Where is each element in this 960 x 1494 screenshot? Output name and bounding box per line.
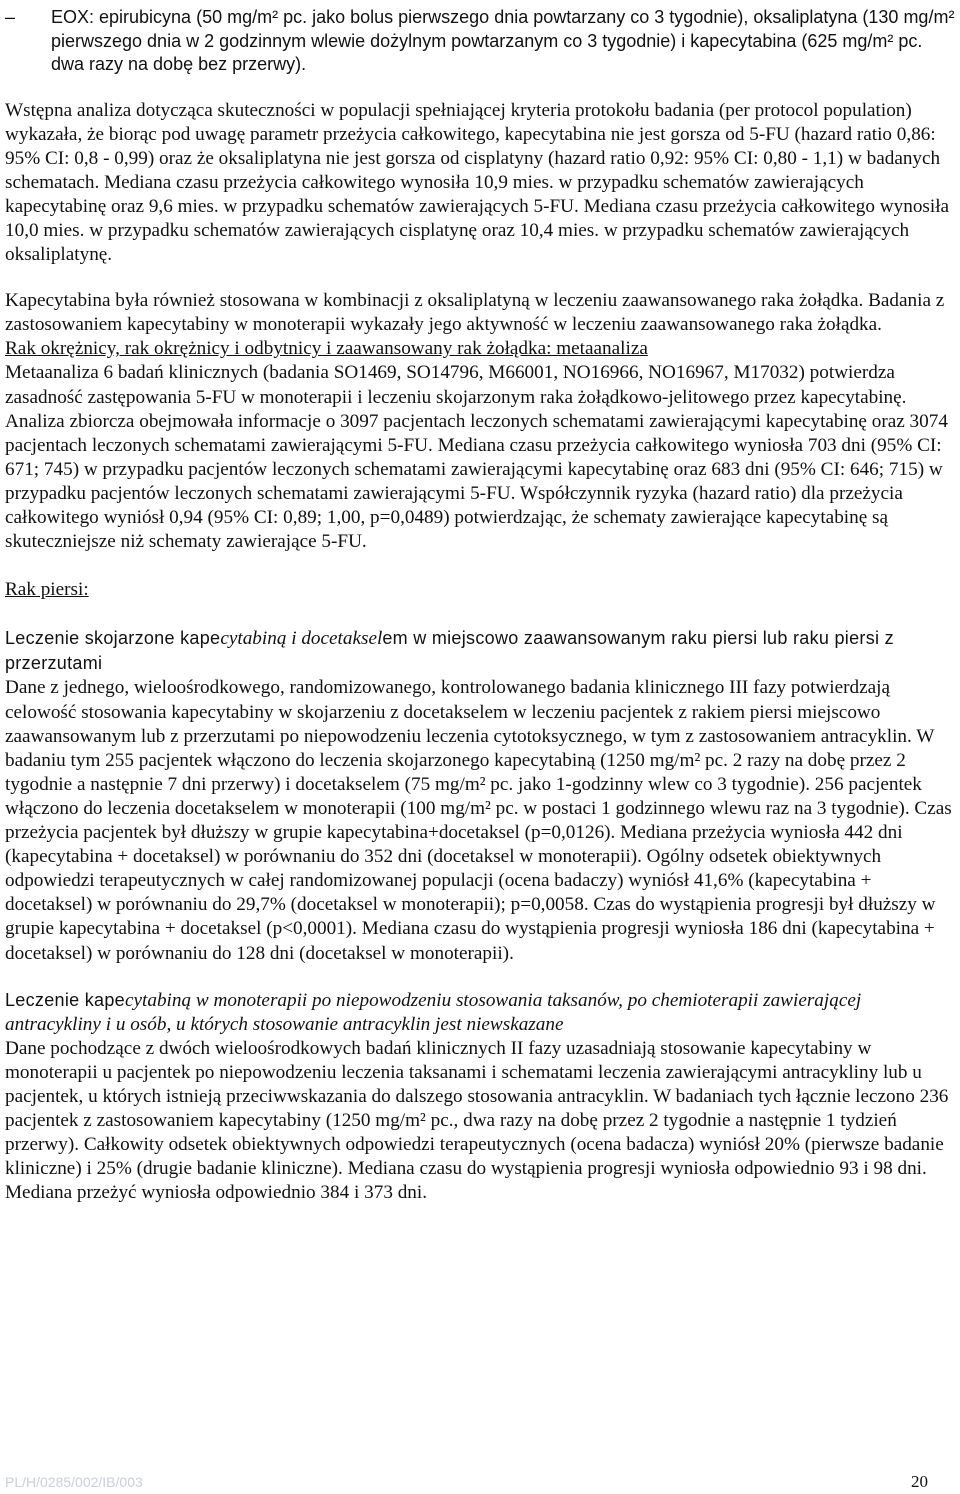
- breast-cancer-heading: Rak piersi:: [5, 579, 89, 601]
- gastric-paragraph: Kapecytabina była również stosowana w kombinacji z oksaliplatyną w leczeniu zaawansowanego raka żołądka. Badania z zastosowaniem kapecytabiny w monoterapii wykazały jego aktywność w leczeniu zaawansowanego raka żołądka.: [5, 290, 945, 336]
- combo-text: Dane z jednego, wieloośrodkowego, randomizowanego, kontrolowanego badania klinicznego III fazy potwierdzają celowość stosowania kapecytabiny w skojarzeniu z docetakselem w leczeniu pacjentek z rakiem piersi miejscowo zaawansowanym lub z przerzutami po niepowodzeniu leczenia cytotoksycznego, w tym z zastosowaniem antracyklin. W badaniu tym 255 pacjentek włączono do leczenia skojarzonego kapecytabiną (1250 mg/m² pc. 2 razy na dobę przez 2 tygodnie a następnie 7 dni przerwy) i docetakselem (75 mg/m² pc. jako 1-godzinny wlew co 3 tygodnie). 256 pacjentek włączono do leczenia docetakselem w monoterapii (100 mg/m² pc. w postaci 1 godzinnego wlewu raz na 3 tygodnie). Czas przeżycia pacjentek był dłuższy w grupie kapecytabina+docetaksel (p=0,0126). Mediana przeżycia wyniosła 442 dni (kapecytabina + docetaksel) w porównaniu do 352 dni (docetaksel w monoterapii). Ogólny odsetek obiektywnych odpowiedzi terapeutycznych w całej randomizowanej populacji (ocena badaczy) wyniósł 41,6% (kapecytabina + docetaksel) w porównaniu do 29,7% (docetaksel w monoterapii); p=0,0058. Czas do wystąpienia progresji był dłuższy w grupie kapecytabina + docetaksel (p<0,0001). Mediana czasu do wystąpienia progresji wyniosła 186 dni (kapecytabina + docetaksel) w porównaniu do 128 dni (docetaksel w monoterapii).: [5, 677, 952, 964]
- combo-heading-part-2: cytabiną i docetaksel: [220, 628, 383, 650]
- combo-heading: [5, 626, 955, 676]
- meta-analysis-text: Metaanaliza 6 badań klinicznych (badania SO1469, SO14796, M66001, NO16966, NO16967, M17032) potwierdza zasadność zastępowania 5-FU w monoterapii i leczeniu skojarzonym raka żołądkowo-jelitowego przez kapecytabinę. Analiza zbiorcza obejmowała informacje o 3097 pacjentach leczonych schematami zawierającymi kapecytabinę oraz 3074 pacjentach leczonych schematami zawierającymi 5-FU. Mediana czasu przeżycia całkowitego wyniosła 703 dni (95% CI: 671; 745) w przypadku pacjentów leczonych schematami zawierającymi kapecytabinę oraz 683 dni (95% CI: 646; 715) w przypadku pacjentów leczonych schematami zawierającymi 5-FU. Współczynnik ryzyka (hazard ratio) dla przeżycia całkowitego wyniósł 0,94 (95% CI: 0,89; 1,00, p=0,0489) potwierdzając, że schematy zawierające kapecytabinę są skuteczniejsze niż schematy zawierające 5-FU.: [5, 362, 948, 553]
- combo-heading-part-3: em w miejscowo zaawansowanym raku piersi lub raku piersi z przerzutami: [5, 628, 894, 674]
- combo-heading-part-1: Leczenie skojarzone kape: [5, 628, 221, 649]
- meta-analysis-heading: Rak okrężnicy, rak okrężnicy i odbytnicy i zaawansowany rak żołądka: metaanaliza: [5, 338, 648, 360]
- mono-heading-part-2: cytabiną w monoterapii po niepowodzeniu stosowania taksanów, po chemioterapii zawierającej antracykliny i u osób, u których stosowanie antracyklin jest niewskazane: [5, 989, 862, 1035]
- regimen-bullet: [5, 6, 955, 77]
- regimen-text: EOX: epirubicyna (50 mg/m² pc. jako bolus pierwszego dnia powtarzany co 3 tygodnie), oksaliplatyna (130 mg/m² pierwszego dnia w 2 godzinnym wlewie dożylnym powtarzanym co 3 tygodnie) i kapecytabina (625 mg/m² pc. dwa razy na dobę bez przerwy).: [51, 7, 955, 74]
- page-footer: [5, 1470, 955, 1494]
- document-page: [5, 0, 955, 1205]
- bullet-dash: –: [5, 7, 16, 27]
- efficacy-paragraph: Wstępna analiza dotycząca skuteczności w populacji spełniającej kryteria protokołu badania (per protocol population) wykazała, że biorąc pod uwagę parametr przeżycia całkowitego, kapecytabina nie jest gorsza od 5-FU (hazard ratio 0,86: 95% CI: 0,8 - 0,99) oraz że oksaliplatyna nie jest gorsza od cisplatyny (hazard ratio 0,92: 95% CI: 0,80 - 1,1) w badanych schematach. Mediana czasu przeżycia całkowitego wynosiła 10,9 mies. w przypadku schematów zawierających kapecytabinę oraz 9,6 mies. w przypadku schematów zawierających 5-FU. Mediana czasu przeżycia całkowitego wynosiła 10,0 mies. w przypadku schematów zawierających cisplatynę oraz 10,4 mies. w przypadku schematów zawierających oksaliplatynę.: [5, 99, 950, 266]
- mono-heading: [5, 988, 955, 1037]
- page-number: 20: [911, 1472, 928, 1491]
- mono-text: Dane pochodzące z dwóch wieloośrodkowych badań klinicznych II fazy uzasadniają stosowanie kapecytabiny w monoterapii u pacjentek po niepowodzeniu leczenia taksanami i schematami leczenia zawierającymi antracykliny lub u pacjentek, u których istnieją przeciwwskazania do dalszego stosowania antracyklin. W badaniach tych łącznie leczono 236 pacjentek z zastosowaniem kapecytabiny (1250 mg/m² pc., dwa razy na dobę przez 2 tygodnie a następnie 1 tydzień przerwy). Całkowity odsetek obiektywnych odpowiedzi terapeutycznych (ocena badacza) wyniósł 20% (pierwsze badanie kliniczne) i 25% (drugie badanie kliniczne). Mediana czasu do wystąpienia progresji wyniosła odpowiednio 93 i 98 dni. Mediana przeżyć wyniosła odpowiednio 384 i 373 dni.: [5, 1037, 949, 1204]
- document-code: PL/H/0285/002/IB/003: [5, 1474, 143, 1490]
- mono-heading-part-1: Leczenie kape: [5, 989, 125, 1010]
